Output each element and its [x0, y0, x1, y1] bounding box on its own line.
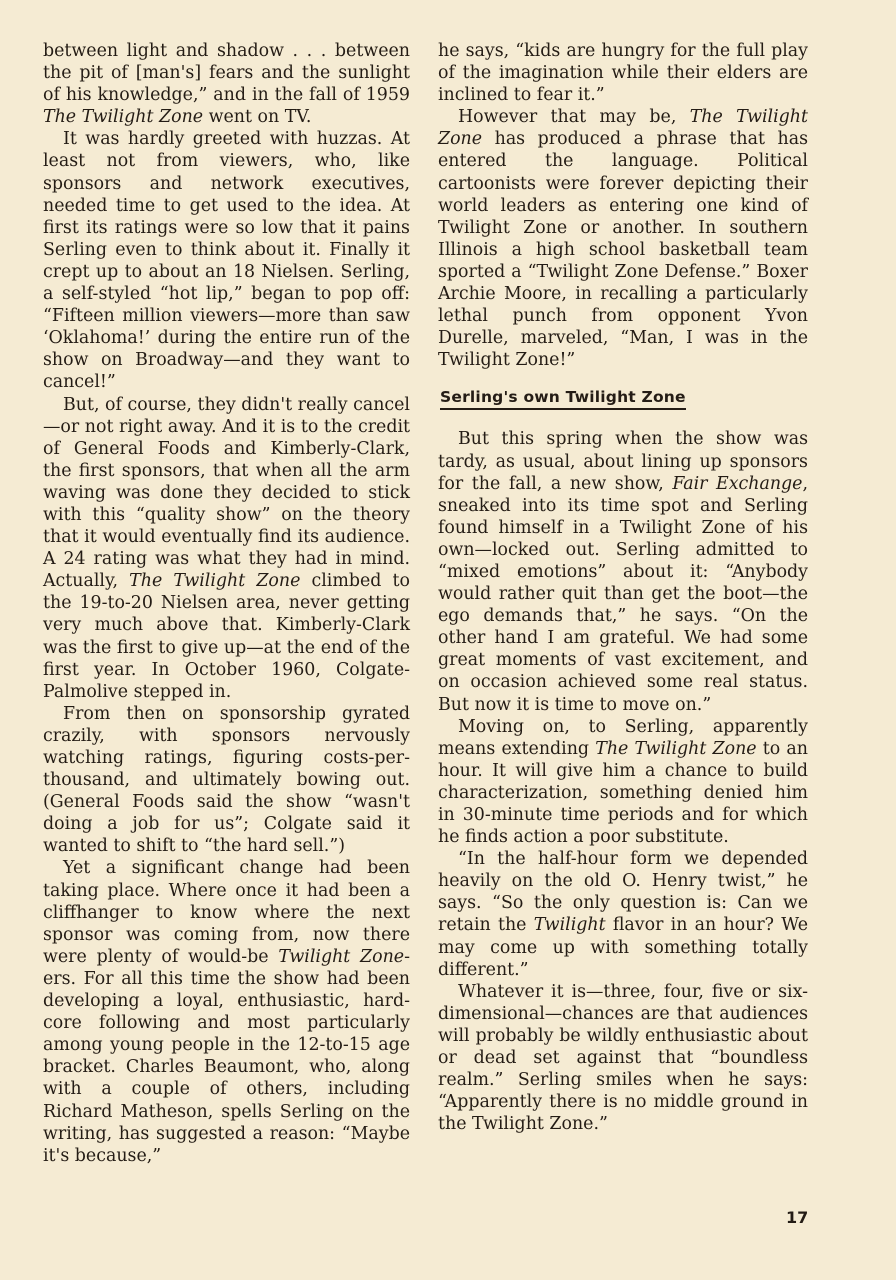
paragraph: But this spring when the show was tardy, as usual, about lining up sponsors for the fall, a new show, Fair Exchange, sneaked into its time spot and Serling found himself in a Twilight Zone of his own—locked out. Serling admitted to “mixed emotions” about it: “Anybody would rather quit than get the boot—the ego demands that,” he says. “On the other hand I am grateful. We had some great moments of vast excitement, and on occasion achieved some real status. But now it is time to move on.” — [438, 429, 809, 715]
paragraph: It was hardly greeted with huzzas. At least not from viewers, who, like sponsors and network executives, needed time to get used to the idea. At first its ratings were so low that it pains Serling even to think about it. Finally it crept up to about an 18 Nielsen. Serling, a self-styled “hot lip,” began to pop off: “Fifteen million viewers—more than saw ‘Oklahoma!’ during the entire run of the show on Broadway—and they want to cancel!” — [43, 129, 410, 393]
paragraph: However that may be, The Twilight Zone has produced a phrase that has entered the language. Political cartoonists were forever depicting their world leaders as entering one kind of Twilight Zone or another. In southern Illinois a high school basketball team sported a “Twilight Zone Defense.” Boxer Archie Moore, in recalling a particularly lethal punch from opponent Yvon Durelle, marveled, “Man, I was in the Twilight Zone!” — [438, 107, 808, 371]
paragraph: Moving on, to Serling, apparently means extending The Twilight Zone to an hour. It will give him a chance to build characterization, something denied him in 30-minute time periods and for which he finds action a poor substitute. — [438, 716, 808, 848]
left-column — [43, 40, 410, 1167]
paragraph: From then on sponsorship gyrated crazily, with sponsors nervously watching ratings, figuring costs-per-thousand, and ultimately bowing out. (General Foods said the show “wasn't doing a job for us”; Colgate said it wanted to shift to “the hard sell.”) — [43, 703, 410, 857]
right-column — [438, 40, 808, 1135]
paragraph: But, of course, they didn't really cancel—or not right away. And it is to the credit of General Foods and Kimberly-Clark, the first sponsors, that when all the arm waving was done they decided to stick with this “quality show” on the theory that it would eventually find its audience. A 24 rating was what they had in mind. Actually, The Twilight Zone climbed to the 19-to-20 Nielsen area, never getting very much above that. Kimberly-Clark was the first to give up—at the end of the first year. In October 1960, Colgate-Palmolive stepped in. — [43, 394, 410, 702]
paragraph: between light and shadow . . . between the pit of [man's] fears and the sunlight of his knowledge,” and in the fall of 1959 The Twilight Zone went on TV. — [43, 41, 410, 128]
paragraph: Yet a significant change had been taking place. Where once it had been a cliffhanger to know where the next sponsor was coming from, now there were plenty of would-be Twilight Zone-ers. For all this time the show had been developing a loyal, enthusiastic, hard-core following and most particularly among young people in the 12-to-15 age bracket. Charles Beaumont, who, along with a couple of others, including Richard Matheson, spells Serling on the writing, has suggested a reason: “Maybe it's because,” — [43, 858, 410, 1166]
paragraph: Whatever it is—three, four, five or six-dimensional—chances are that audiences will probably be wildly enthusiastic about or dead set against that “boundless realm.” Serling smiles when he says: “Apparently there is no middle ground in the Twilight Zone.” — [438, 981, 808, 1135]
paragraph: he says, “kids are hungry for the full play of the imagination while their elders are inclined to fear it.” — [438, 41, 808, 106]
section-heading: Serling's own Twilight Zone — [440, 386, 808, 408]
page-number: 17 — [786, 1208, 809, 1227]
paragraph: “In the half-hour form we depended heavily on the old O. Henry twist,” he says. “So the only question is: Can we retain the Twilight flavor in an hour? We may come up with something totally different.” — [438, 849, 808, 980]
